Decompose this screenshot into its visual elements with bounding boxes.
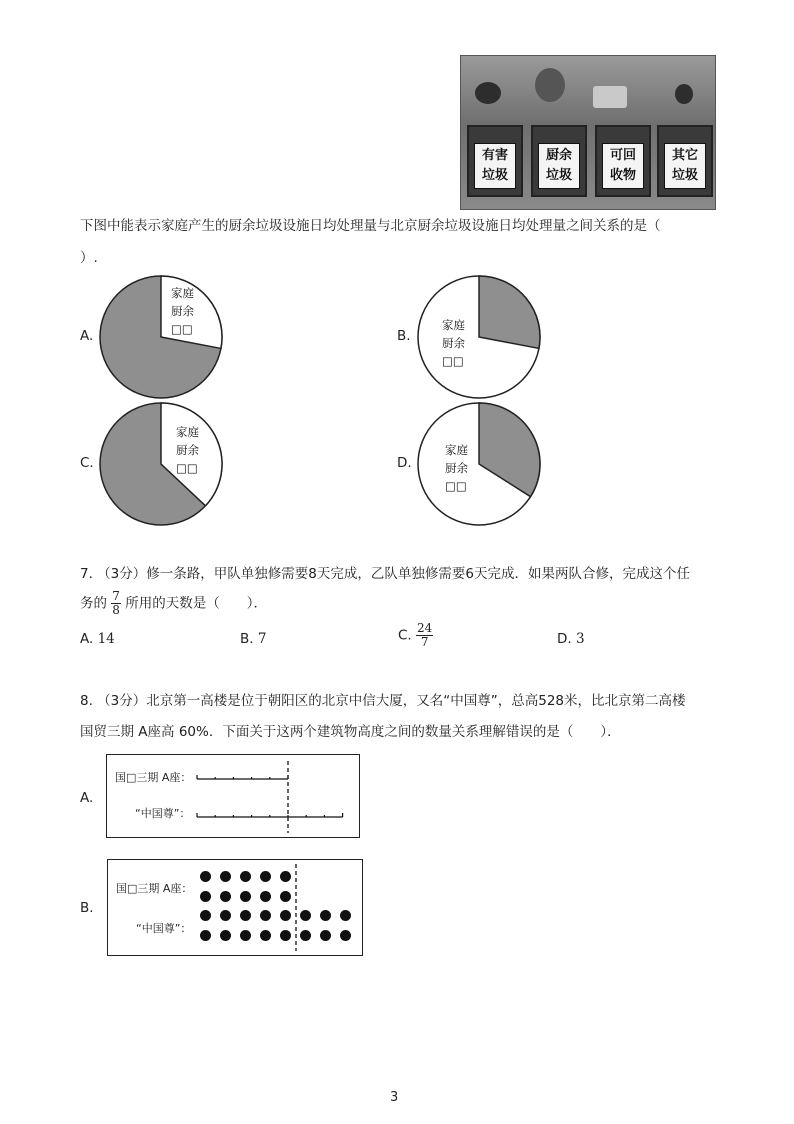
hazard-item-icon (475, 82, 501, 104)
newspaper-icon (593, 86, 627, 108)
pie-option-d (416, 401, 542, 527)
pie-option-a (98, 274, 224, 400)
q7-option-a-value: 14 (97, 631, 115, 647)
bin-label-line2: 垃圾 (545, 168, 572, 183)
bin-recyclable (595, 125, 651, 197)
q8-b-divider-svg (108, 860, 362, 955)
q7-frac-den: 8 (112, 603, 120, 617)
pie-c-label-l2: 厨余 (176, 443, 199, 457)
pie-option-b (416, 274, 542, 400)
q8-option-b-diagram (107, 859, 363, 956)
q7-option-a[interactable] (80, 631, 115, 647)
q7-option-c-den: 7 (420, 635, 429, 649)
option-c-letter[interactable]: C. (80, 455, 94, 471)
pie-b-label (442, 316, 465, 370)
q7-option-d-letter: D. (557, 631, 572, 647)
bin-label-line1: 有害 (481, 148, 508, 163)
pie-b-label-l2: 厨余 (442, 336, 465, 350)
pie-c-label-l3: □□ (176, 461, 198, 475)
pie-option-c (98, 401, 224, 527)
bin-label-line1: 可回 (609, 148, 636, 163)
vegetable-icon (535, 68, 565, 102)
q8-b-row2-label: “中国尊”： (136, 922, 192, 935)
q7-line2-pre: 务的 (80, 595, 107, 612)
q7-option-a-letter: A. (80, 631, 94, 647)
q7-option-c[interactable] (398, 622, 433, 649)
q8-a-segment-lines (197, 775, 343, 817)
q8-line2: 国贸三期 A座高 60%．下面关于这两个建筑物高度之间的数量关系理解错误的是（ ）． (80, 724, 621, 740)
q7-option-c-letter: C. (398, 627, 412, 644)
q7-option-d-value: 3 (575, 631, 585, 647)
pie-d-label-l1: 家庭 (445, 443, 468, 457)
bin-hazardous (467, 125, 523, 197)
option-a-letter[interactable]: A. (80, 328, 94, 344)
q8-option-a-diagram (106, 754, 360, 838)
q7-option-d[interactable] (557, 631, 585, 647)
option-d-letter[interactable]: D. (397, 455, 412, 471)
pie-a-label-l1: 家庭 (171, 286, 194, 300)
q8-a-segments (107, 755, 359, 837)
garbage-bins-photo (460, 55, 716, 210)
pie-a-label-l3: □□ (171, 322, 193, 336)
q7-line1: 7. （3分）修一条路，甲队单独修需要8天完成，乙队单独修需要6天完成．如果两队合修，完成这个任 (80, 566, 690, 582)
bin-label-line2: 收物 (609, 168, 636, 183)
pie-c-label-l1: 家庭 (176, 425, 199, 439)
pie-d-label-l3: □□ (445, 479, 467, 493)
page-number: 3 (390, 1090, 399, 1105)
bin-label-line2: 垃圾 (481, 168, 508, 183)
pie-b-label-l1: 家庭 (442, 318, 465, 332)
q8-option-a-letter[interactable]: A. (80, 790, 94, 806)
q6-line2: ）. (80, 250, 98, 266)
q7-option-b[interactable] (240, 631, 266, 647)
q6-line1: 下图中能表示家庭产生的厨余垃圾设施日均处理量与北京厨余垃圾设施日均处理量之间关系的是（ (80, 218, 661, 234)
q7-option-c-num: 24 (417, 621, 433, 635)
bin-label-line2: 垃圾 (671, 168, 698, 183)
q8-option-b-letter[interactable]: B. (80, 900, 94, 916)
pie-d-label-l2: 厨余 (445, 461, 468, 475)
bin-kitchen (531, 125, 587, 197)
q8-b-row1-label: 国□三期 A座： (116, 882, 193, 895)
q7-fraction (111, 590, 121, 617)
q8-line1: 8. （3分）北京第一高楼是位于朝阳区的北京中信大厦，又名“中国尊”，总高528米，比北京第二高楼 (80, 693, 686, 709)
q7-line2-post: 所用的天数是（ ）． (125, 595, 267, 612)
q8-a-row2-label: “中国尊”： (135, 807, 191, 820)
q7-line2 (80, 590, 267, 617)
q7-option-b-value: 7 (257, 631, 267, 647)
pie-b-label-l3: □□ (442, 354, 464, 368)
q7-frac-num: 7 (112, 589, 120, 603)
bin-label-line1: 厨余 (545, 148, 572, 163)
cup-icon (675, 84, 693, 104)
q7-option-c-fraction (416, 622, 433, 649)
bin-label-line1: 其它 (671, 148, 698, 163)
q7-option-b-letter: B. (240, 631, 254, 647)
bin-other (657, 125, 713, 197)
pie-a-label (171, 284, 194, 338)
pie-b-other-slice (479, 276, 540, 348)
pie-d-label (445, 441, 468, 495)
pie-a-label-l2: 厨余 (171, 304, 194, 318)
option-b-letter[interactable]: B. (397, 328, 411, 344)
q8-a-row1-label: 国□三期 A座： (115, 771, 192, 784)
pie-c-label (176, 423, 199, 477)
